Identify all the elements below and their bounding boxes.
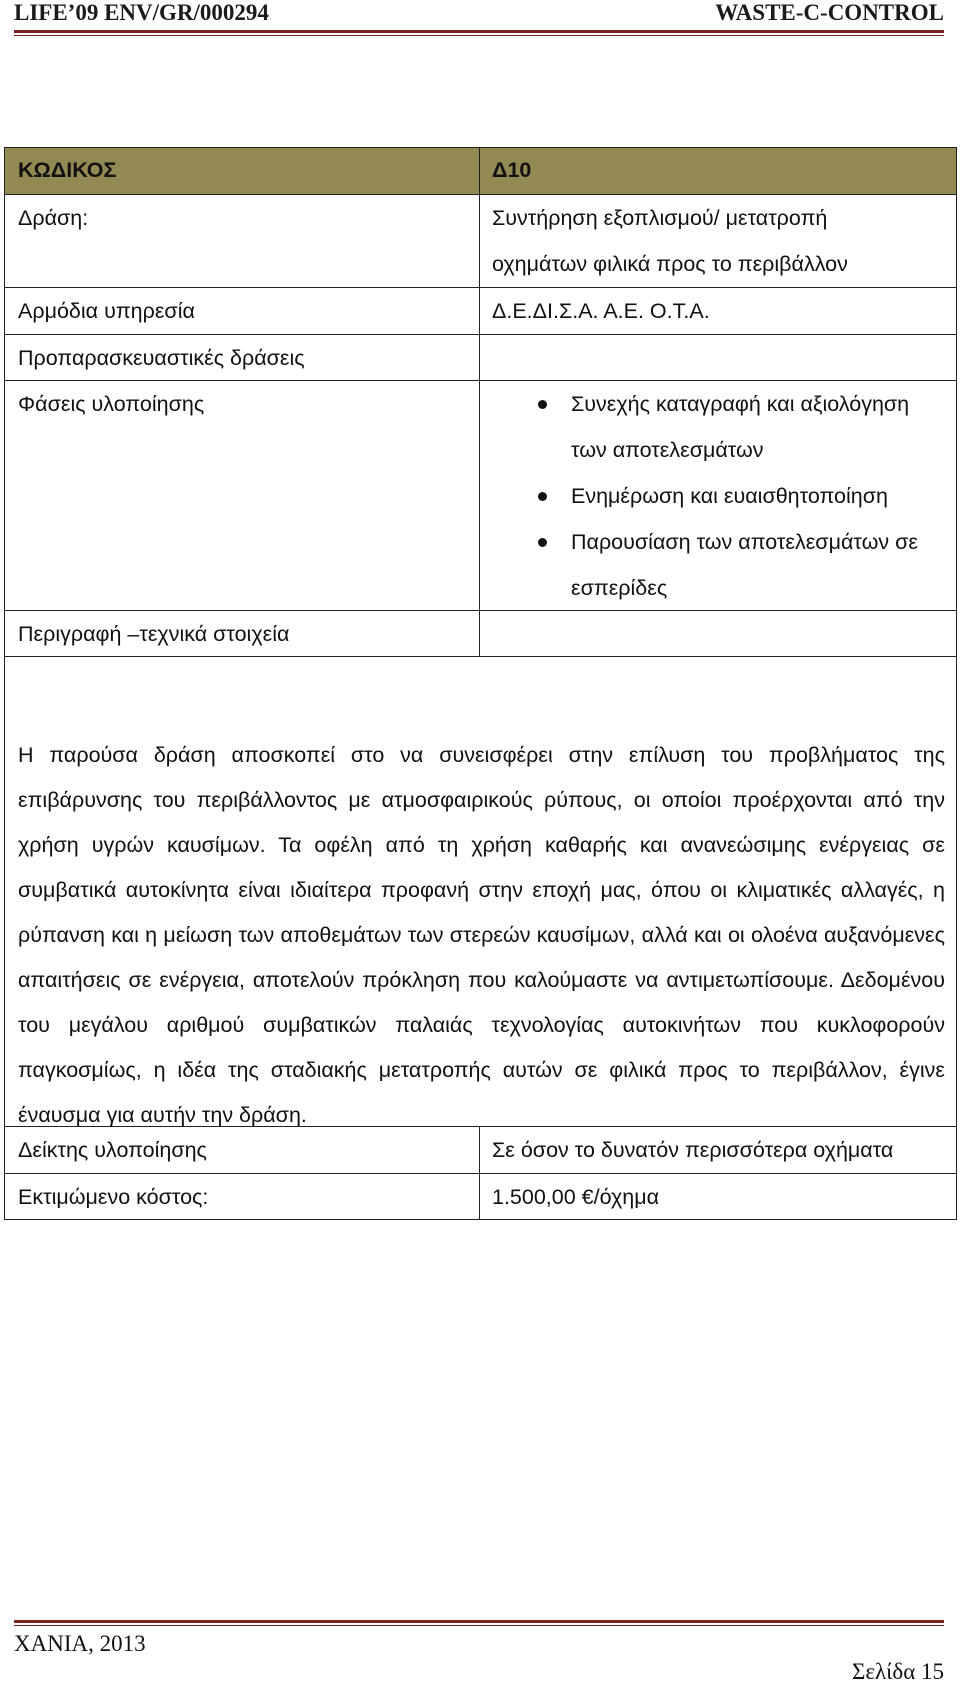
footer-page-number: Σελίδα 15 <box>851 1659 944 1684</box>
list-item-line: εσπερίδες <box>571 576 668 600</box>
phases-label: Φάσεις υλοποίησης <box>5 381 480 610</box>
action-line: οχημάτων φιλικά προς το περιβάλλον <box>492 252 848 276</box>
cost-value: 1.500,00 €/όχημα <box>492 1185 660 1209</box>
list-item-line: Παρουσίαση των αποτελεσμάτων σε <box>571 530 918 554</box>
code-label: ΚΩΔΙΚΟΣ <box>5 148 480 194</box>
list-item <box>492 473 948 519</box>
bullet-icon <box>538 538 547 547</box>
bullet-icon <box>538 400 547 409</box>
code-value: Δ10 <box>492 158 532 182</box>
table-row-description <box>4 611 957 657</box>
list-item-line: Συνεχής καταγραφή και αξιολόγηση <box>571 392 910 416</box>
table-row-body <box>4 657 957 1127</box>
header-rule-thin <box>14 35 944 36</box>
page-header <box>14 0 944 30</box>
table-row-phases <box>4 381 957 611</box>
table-row-service <box>4 288 957 335</box>
table-row-indicator <box>4 1127 957 1174</box>
prep-value <box>480 335 956 380</box>
footer-location-year: ΧΑΝΙΑ, 2013 <box>14 1631 146 1656</box>
description-body-text: Η παρούσα δράση αποσκοπεί στο να συνεισφέρει στην επίλυση του προβλήματος της επιβάρυνσης του περιβάλλοντος με ατμοσφαιρικούς ρύπους, οι οποίοι προέρχονται από την χρήση υγρών καυσίμων. Τα οφέλη από τη χρήση καθαρής και ανανεώσιμης ενέργειας σε συμβατικά αυτοκίνητα είναι ιδιαίτερα προφανή στην εποχή μας, όπου οι κλιματικές αλλαγές, η ρύπανση και η μείωση των αποθεμάτων των στερεών καυσίμων, αλλά και οι ολοένα αυξανόμενες απαιτήσεις σε ενέργεια, αποτελούν πρόκληση που καλούμαστε να αντιμετωπίσουμε. Δεδομένου του μεγάλου αριθμού συμβατικών παλαιάς τεχνολογίας αυτοκινήτων που κυκλοφορούν παγκοσμίως, η ιδέα της σταδιακής μετατροπής αυτών σε φιλικά προς το περιβάλλον, έγινε έναυσμα για αυτήν την δράση. <box>18 743 945 1127</box>
bullet-icon <box>538 492 547 501</box>
indicator-label: Δείκτης υλοποίησης <box>5 1127 480 1173</box>
action-table <box>4 147 957 1220</box>
indicator-value: Σε όσον το δυνατόν περισσότερα οχήματα <box>492 1138 894 1162</box>
cost-label: Εκτιμώμενο κόστος: <box>5 1174 480 1219</box>
description-label: Περιγραφή –τεχνικά στοιχεία <box>5 611 480 656</box>
phases-value <box>480 381 956 610</box>
list-item <box>492 519 948 611</box>
action-line: Συντήρηση εξοπλισμού/ μετατροπή <box>492 206 828 230</box>
action-label: Δράση: <box>5 195 480 287</box>
table-row-action <box>4 195 957 288</box>
header-project-name: WASTE-C-CONTROL <box>715 0 944 25</box>
list-item <box>492 381 948 473</box>
service-value: Δ.Ε.ΔΙ.Σ.Α. Α.Ε. Ο.Τ.Α. <box>492 299 710 323</box>
phases-list <box>492 381 948 611</box>
description-value <box>480 611 956 656</box>
list-item-line: των αποτελεσμάτων <box>571 438 764 462</box>
footer-rule <box>14 1620 944 1623</box>
list-item-line: Ενημέρωση και ευαισθητοποίηση <box>571 484 888 508</box>
table-row-code <box>4 147 957 195</box>
table-row-cost <box>4 1174 957 1220</box>
prep-label: Προπαρασκευαστικές δράσεις <box>5 335 480 380</box>
footer-rule-thin <box>14 1625 944 1626</box>
header-project-code: LIFE’09 ENV/GR/000294 <box>14 0 269 25</box>
action-value <box>480 195 956 287</box>
header-rule <box>14 30 944 33</box>
service-label: Αρμόδια υπηρεσία <box>5 288 480 334</box>
table-row-prep <box>4 335 957 381</box>
